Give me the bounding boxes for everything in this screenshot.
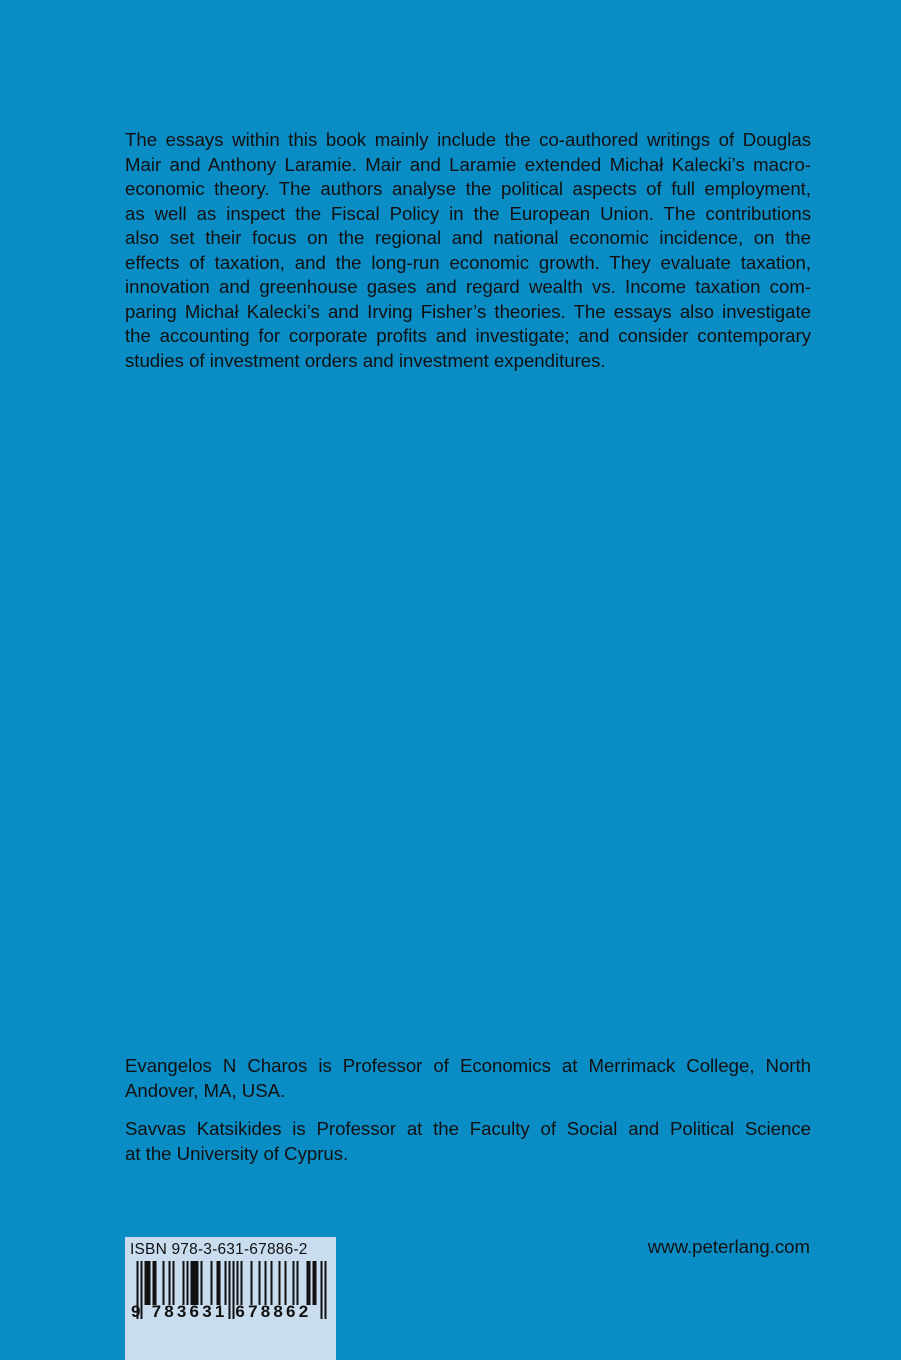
publisher-website[interactable]: www.peterlang.com [647, 1236, 810, 1257]
barcode-bar [145, 1261, 147, 1305]
barcode-bar [163, 1261, 165, 1305]
bio-line: Savvas Katsikides is Professor at the Faculty of Social and Political Science [125, 1118, 811, 1139]
bio-line: at the University of Cyprus. [125, 1142, 349, 1164]
barcode-bar [183, 1261, 185, 1305]
barcode-bar [279, 1261, 281, 1305]
barcode-bar [285, 1261, 287, 1305]
author-bio-charos [125, 1054, 811, 1103]
blurb-line: as well as inspect the Fiscal Policy in the European Union. The contributions [125, 202, 811, 224]
author-bio-katsikides [125, 1117, 811, 1166]
barcode-bar [225, 1261, 227, 1305]
barcode-bar [211, 1261, 213, 1305]
barcode-bar [271, 1261, 273, 1305]
blurb-line: the accounting for corporate profits and investigate; and consider contemporary [125, 325, 811, 346]
barcode-bar [155, 1261, 157, 1305]
barcode-bar [217, 1261, 219, 1305]
blurb-line: Mair and Anthony Laramie. Mair and Laramie extended Michał Kalecki’s macro- [125, 153, 811, 175]
barcode-bar [169, 1261, 171, 1305]
barcode-bar [197, 1261, 199, 1305]
barcode-bar [241, 1261, 243, 1305]
barcode-bar [219, 1261, 221, 1305]
barcode-bar [191, 1261, 193, 1305]
blurb-line: effects of taxation, and the long-run economic growth. They evaluate taxation, [125, 251, 811, 273]
barcode-bar [293, 1261, 295, 1305]
barcode-bar [237, 1261, 239, 1305]
barcode-bar [173, 1261, 175, 1305]
blurb-line: also set their focus on the regional and national economic incidence, on the [125, 227, 811, 248]
barcode-bar [187, 1261, 189, 1305]
blurb-text [125, 128, 811, 373]
barcode-bar [259, 1261, 261, 1305]
bio-line: Andover, MA, USA. [125, 1079, 286, 1101]
barcode-bar [193, 1261, 195, 1305]
barcode-bar [309, 1261, 311, 1305]
blurb-line: economic theory. The authors analyse the political aspects of full employment, [125, 178, 811, 199]
barcode-bar [321, 1261, 323, 1319]
bio-line: Evangelos N Charos is Professor of Economics at Merrimack College, North [125, 1055, 811, 1076]
blurb-line: The essays within this book mainly include the co-authored writings of Douglas [125, 129, 811, 150]
isbn-label: ISBN 978-3-631-67886-2 [130, 1241, 308, 1258]
barcode-bar [315, 1261, 317, 1305]
barcode-bar [153, 1261, 155, 1305]
barcode-bar [265, 1261, 267, 1305]
barcode-bar [313, 1261, 315, 1305]
barcode-bar [201, 1261, 203, 1305]
barcode-bar [297, 1261, 299, 1305]
barcode-bar [195, 1261, 197, 1305]
barcode-bar [325, 1261, 327, 1319]
barcode-bar [251, 1261, 253, 1305]
barcode-bar [149, 1261, 151, 1305]
barcode-bar [147, 1261, 149, 1305]
ean-digits: 9 783631 678862 [131, 1302, 312, 1321]
blurb-line: innovation and greenhouse gases and regard wealth vs. Income taxation com- [125, 276, 811, 297]
barcode-bar [307, 1261, 309, 1305]
blurb-line: paring Michał Kalecki’s and Irving Fisher’s theories. The essays also investigate [125, 300, 811, 322]
blurb-line: studies of investment orders and investment expenditures. [125, 349, 606, 371]
isbn-barcode-box [125, 1237, 336, 1360]
